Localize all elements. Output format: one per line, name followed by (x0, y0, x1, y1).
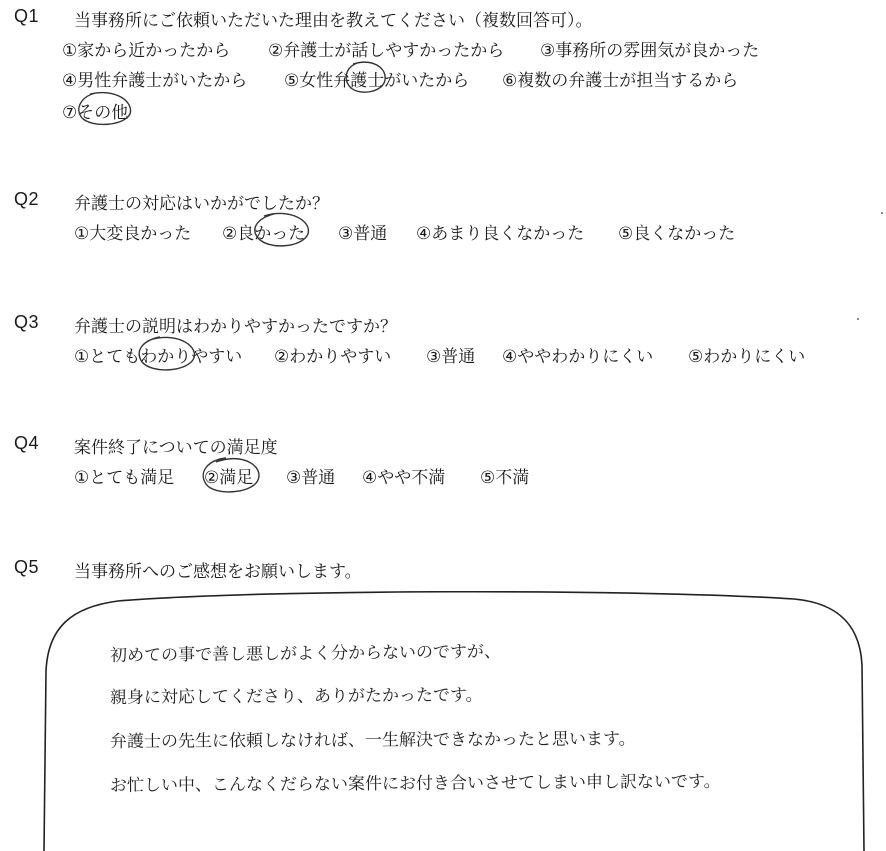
option-item: ②満足 (204, 468, 254, 488)
question-number: Q4 (14, 433, 40, 453)
option-item: ①家から近かったから (62, 41, 231, 61)
option-item: ③普通 (426, 347, 476, 367)
option-item: ②弁護士が話しやすかったから (268, 41, 505, 61)
question-text: 弁護士の説明はわかりやすかったですか？ (74, 317, 397, 337)
option-item: ④ややわかりにくい (502, 347, 654, 367)
option-item: ①とても満足 (74, 468, 175, 488)
option-item: ④やや不満 (362, 468, 446, 488)
option-item: ④男性弁護士がいたから (62, 71, 248, 91)
option-item: ⑤女性弁護士がいたから (284, 71, 470, 91)
question-number: Q3 (14, 312, 40, 332)
scan-speck (857, 318, 859, 320)
question-number: Q1 (14, 6, 40, 26)
circle-mark-icon (252, 210, 312, 256)
circle-mark-icon (136, 334, 198, 380)
question-number: Q2 (14, 189, 40, 209)
option-item: ③普通 (338, 224, 388, 244)
question-number: Q5 (14, 557, 40, 577)
handwritten-line: 親身に対応してくださり、ありがたかったです。 (109, 685, 483, 708)
question-text: 弁護士の対応はいかがでしたか？ (74, 194, 329, 214)
handwritten-line: 弁護士の先生に依頼しなければ、一生解決できなかったと思います。 (109, 729, 636, 752)
question-text: 当事務所へのご感想をお願いします。 (74, 562, 362, 582)
question-text: 案件終了についての満足度 (74, 438, 278, 458)
option-item: ⑤良くなかった (618, 224, 736, 244)
comment-box (42, 591, 868, 851)
circle-mark-icon (76, 90, 134, 134)
scan-speck (881, 212, 883, 214)
handwritten-line: 初めての事で善し悪しがよく分からないのですが、 (109, 641, 502, 666)
option-item: ②わかりやすい (274, 347, 392, 367)
option-item: ⑥複数の弁護士が担当するから (502, 71, 739, 91)
handwritten-line: お忙しい中、こんなくだらない案件にお付き合いさせてしまい申し訳ないです。 (109, 771, 721, 796)
option-item: ①とてもわかりやすい (74, 347, 243, 367)
circle-mark-icon (200, 454, 264, 502)
option-item: ⑤不満 (480, 468, 530, 488)
option-item: ⑤わかりにくい (688, 347, 806, 367)
option-item: ②良かった (222, 224, 306, 244)
option-item: ①大変良かった (74, 224, 192, 244)
option-item: ③事務所の雰囲気が良かった (540, 41, 760, 61)
option-item: ④あまり良くなかった (416, 224, 585, 244)
circle-mark-icon (343, 58, 389, 102)
question-text: 当事務所にご依頼いただいた理由を教えてください（複数回答可）。 (74, 11, 593, 31)
option-item: ③普通 (286, 468, 336, 488)
option-item: ⑦その他 (62, 103, 129, 123)
